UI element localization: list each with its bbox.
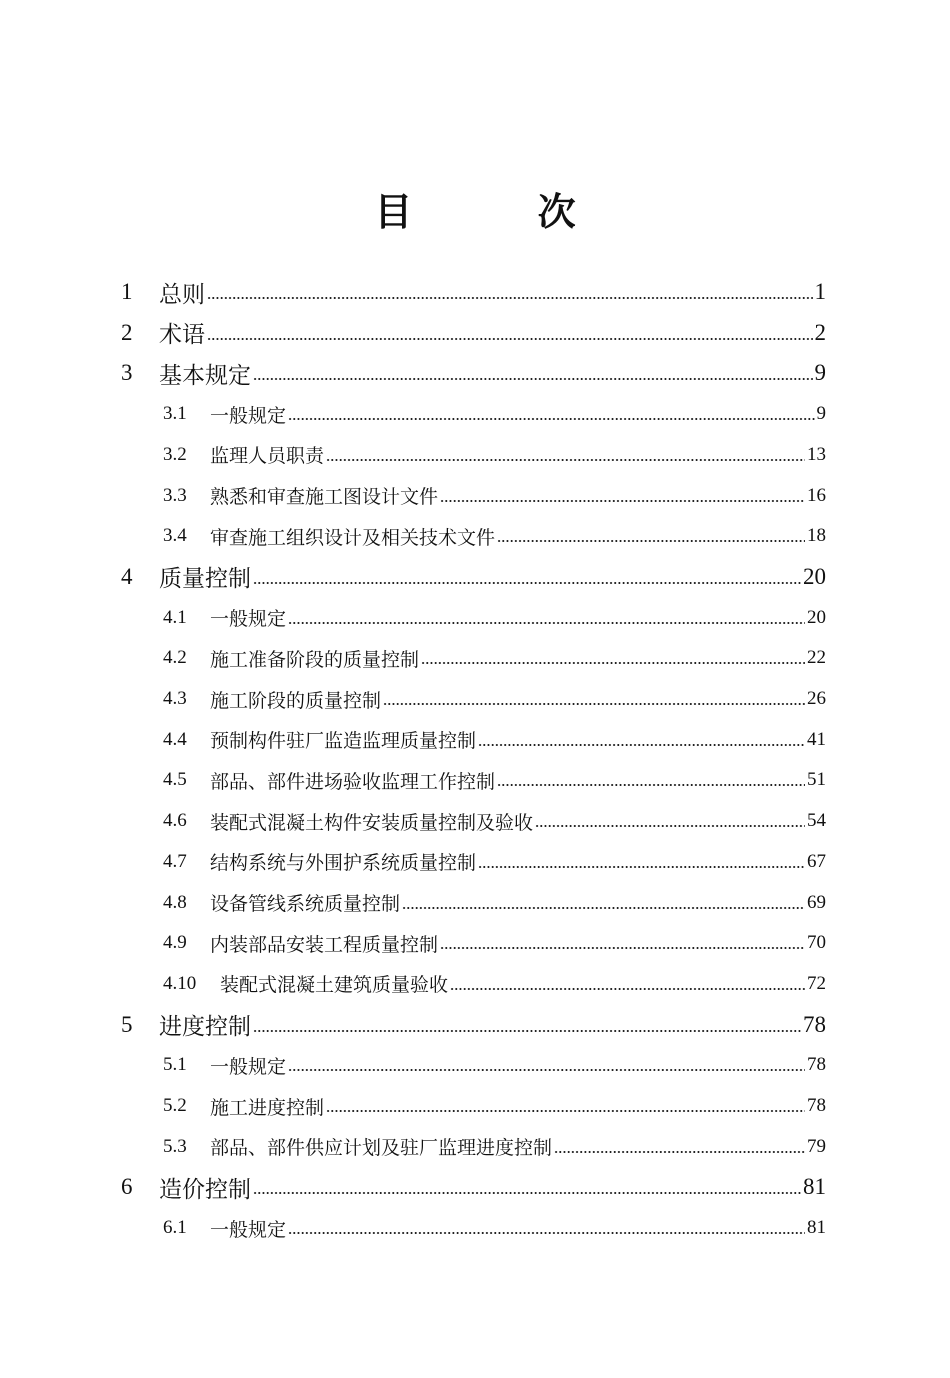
toc-entry-page-number: 78 [807,1054,826,1076]
dot-leader [207,297,813,299]
toc-entry-page-number: 70 [807,932,826,954]
dot-leader [207,338,813,340]
toc-entry-number: 6.1 [163,1217,187,1239]
dot-leader [288,1232,805,1234]
toc-entry-number: 4.4 [163,728,187,750]
toc-entry-page-number: 20 [807,606,826,628]
dot-leader [253,378,813,380]
dot-leader [253,1192,801,1194]
toc-section-row[interactable] [163,1045,826,1085]
toc-section-row[interactable] [163,964,826,1004]
toc-entry-number: 3.4 [163,525,187,547]
dot-leader [497,540,805,542]
toc-entry-page-number: 72 [807,972,826,994]
toc-section-row[interactable] [163,1086,826,1126]
toc-entry-label: 施工进度控制 [210,1096,325,1119]
toc-entry-number: 4.1 [163,606,187,628]
toc-entry-label: 进度控制 [159,1014,251,1041]
toc-section-row[interactable] [163,638,826,678]
toc-entry-number: 1 [121,279,133,304]
toc-chapter-row[interactable] [121,1167,826,1207]
toc-entry-number: 3.2 [163,443,187,465]
toc-entry-page-number: 1 [814,279,826,304]
toc-entry-page-number: 9 [814,360,826,386]
toc-entry-number: 5.3 [163,1135,187,1157]
toc-entry-label: 造价控制 [159,1176,251,1203]
toc-entry-number: 4.6 [163,810,187,832]
toc-section-row[interactable] [163,1208,826,1248]
toc-entry-page-number: 78 [807,1095,826,1116]
toc-entry-label: 部品、部件供应计划及驻厂监理进度控制 [210,1137,553,1160]
toc-section-row[interactable] [163,394,826,434]
dot-leader [326,1110,805,1112]
toc-section-row[interactable] [163,476,826,516]
toc-entry-number: 4.9 [163,932,187,954]
toc-entry-number: 4.7 [163,850,187,872]
toc-chapter-row[interactable] [121,557,826,597]
toc-entry-number: 5.1 [163,1054,187,1076]
toc-chapter-row[interactable] [121,272,826,312]
dot-leader [497,784,805,786]
dot-leader [288,1069,805,1071]
toc-entry-number: 4.3 [163,688,187,709]
toc-entry-number: 3.1 [163,403,187,425]
toc-entry-number: 2 [121,319,133,345]
toc-entry-label: 基本规定 [159,362,251,389]
toc-entry-label: 预制构件驻厂监造监理质量控制 [210,730,477,753]
toc-entry-label: 术语 [159,322,205,349]
toc-entry-page-number: 78 [803,1011,826,1037]
toc-entry-label: 施工准备阶段的质量控制 [210,648,420,671]
dot-leader [450,988,805,990]
toc-entry-label: 一般规定 [210,1055,287,1078]
dot-leader [535,825,805,827]
toc-entry-label: 总则 [159,281,205,308]
dot-leader [478,866,805,868]
dot-leader [440,947,805,949]
toc-entry-page-number: 2 [814,319,826,345]
toc-entry-page-number: 41 [807,728,826,750]
toc-section-row[interactable] [163,679,826,719]
dot-leader [253,582,801,584]
toc-entry-number: 4 [121,563,133,589]
toc-entry-label: 监理人员职责 [210,445,325,468]
toc-section-row[interactable] [163,1127,826,1167]
toc-entry-page-number: 81 [803,1174,826,1200]
toc-entry-label: 熟悉和审查施工图设计文件 [210,486,439,508]
dot-leader [253,1030,801,1032]
dot-leader [421,662,805,664]
toc-entry-label: 一般规定 [210,608,287,631]
toc-entry-number: 4.2 [163,647,187,669]
toc-section-row[interactable] [163,516,826,556]
toc-entry-page-number: 51 [807,769,826,791]
toc-entry-label: 设备管线系统质量控制 [210,893,401,915]
toc-entry-page-number: 22 [807,647,826,669]
toc-section-row[interactable] [163,598,826,638]
toc-entry-page-number: 20 [803,563,826,589]
toc-title: 目 次 [374,189,632,234]
toc-entry-page-number: 9 [816,403,826,425]
toc-entry-number: 5 [121,1011,133,1037]
toc-section-row[interactable] [163,923,826,963]
toc-entry-label: 一般规定 [210,1218,287,1241]
toc-section-row[interactable] [163,801,826,841]
toc-entry-page-number: 13 [807,443,826,465]
toc-entry-page-number: 54 [807,810,826,832]
toc-chapter-row[interactable] [121,1005,826,1045]
toc-entry-number: 4.8 [163,891,187,913]
toc-section-row[interactable] [163,883,826,923]
dot-leader [288,418,814,420]
dot-leader [478,744,805,746]
toc-entry-page-number: 18 [807,525,826,547]
toc-entry-number: 4.10 [163,972,197,994]
toc-entry-label: 部品、部件进场验收监理工作控制 [210,770,496,793]
toc-entry-page-number: 16 [807,484,826,506]
toc-entry-label: 一般规定 [210,404,287,427]
toc-section-row[interactable] [163,720,826,760]
toc-section-row[interactable] [163,435,826,475]
toc-entry-label: 内装部品安装工程质量控制 [210,933,439,956]
toc-entry-label: 装配式混凝土建筑质量验收 [220,974,449,997]
toc-entry-number: 5.2 [163,1095,187,1116]
dot-leader [440,500,805,502]
dot-leader [402,907,805,909]
toc-entry-label: 质量控制 [159,566,251,593]
toc-entry-label: 施工阶段的质量控制 [210,689,382,712]
dot-leader [383,703,805,705]
toc-entry-page-number: 79 [807,1135,826,1157]
toc-entry-label: 结构系统与外围护系统质量控制 [210,852,477,875]
toc-entry-number: 3.3 [163,484,187,506]
toc-chapter-row[interactable] [121,313,826,353]
toc-entry-label: 装配式混凝土构件安装质量控制及验收 [210,811,534,834]
toc-entry-page-number: 67 [807,850,826,872]
toc-entry-number: 3 [121,360,133,386]
dot-leader [288,622,805,624]
toc-entry-number: 4.5 [163,769,187,791]
dot-leader [326,459,805,461]
dot-leader [554,1151,805,1153]
toc-entry-page-number: 69 [807,891,826,913]
toc-chapter-row[interactable] [121,353,826,393]
toc-entry-page-number: 81 [807,1217,826,1239]
toc-entry-label: 审查施工组织设计及相关技术文件 [210,526,496,549]
toc-entry-page-number: 26 [807,688,826,709]
toc-section-row[interactable] [163,760,826,800]
toc-entry-number: 6 [121,1174,133,1200]
toc-section-row[interactable] [163,842,826,882]
